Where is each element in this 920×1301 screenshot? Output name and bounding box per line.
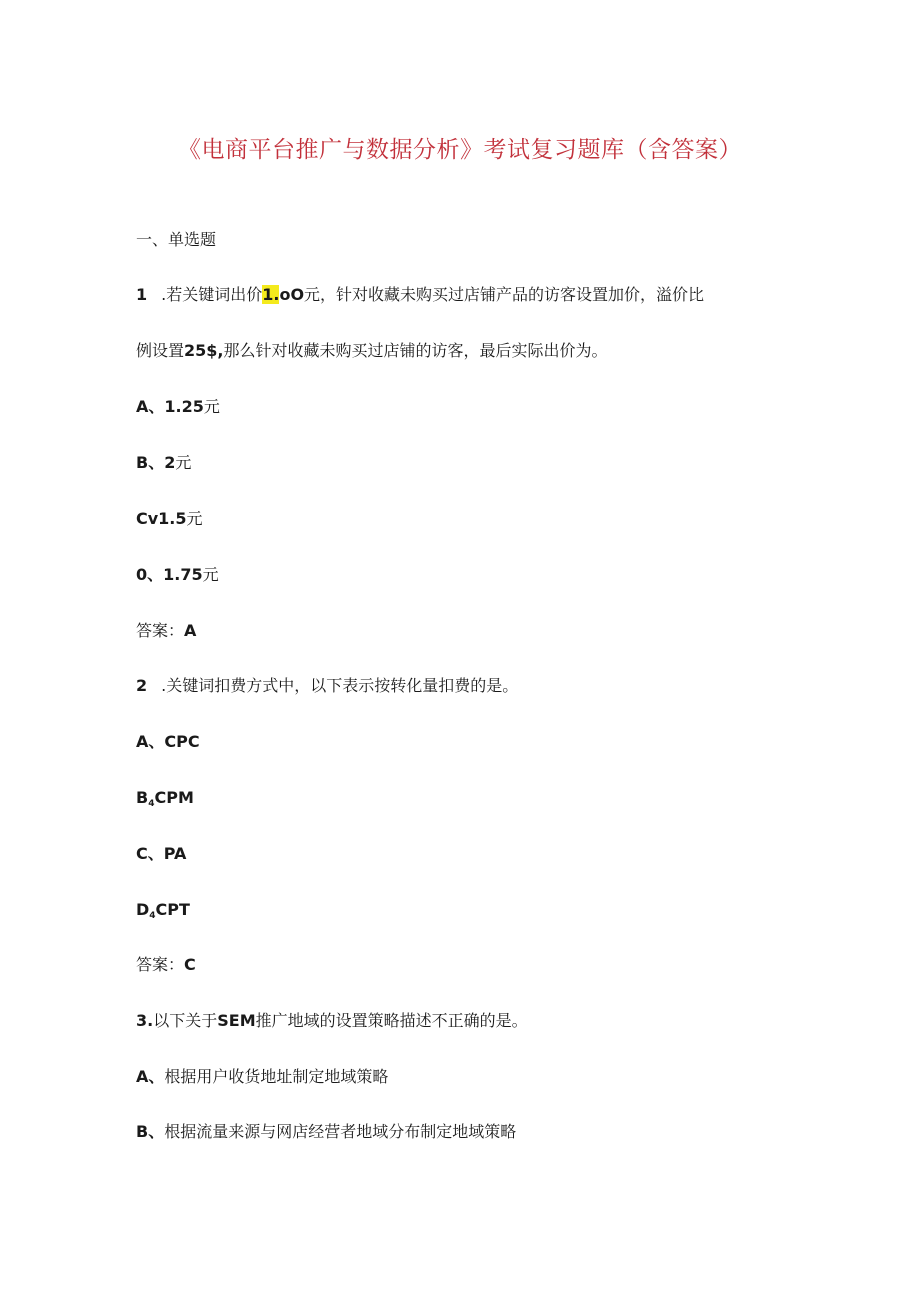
- option-label: C、: [136, 844, 164, 863]
- answer-value: C: [184, 955, 196, 974]
- option-value: 根据流量来源与网店经营者地域分布制定地域策略: [164, 1122, 517, 1141]
- option-label: A、: [136, 732, 165, 751]
- option-label: A、: [136, 1067, 165, 1086]
- question-1-answer: [136, 621, 196, 641]
- question-1-option-b: [136, 453, 191, 473]
- question-1-stem-part1: .若关键词出价: [161, 285, 263, 304]
- question-1-stem-part3: 元，针对收藏未购买过店铺产品的访客设置加价，溢价比: [304, 285, 705, 304]
- document-title: 《电商平台推广与数据分析》考试复习题库（含答案）: [178, 137, 742, 163]
- question-1-line2-bold: 25$,: [184, 341, 224, 360]
- question-1-stem-line-1: [136, 285, 704, 305]
- question-1-line2-part2: 那么针对收藏未购买过店铺的访客，最后实际出价为。: [223, 341, 608, 360]
- question-3-stem-bold: SEM: [217, 1011, 256, 1030]
- option-label: 0、: [136, 565, 164, 584]
- question-2-option-c: [136, 844, 186, 864]
- option-value: CPC: [164, 732, 200, 751]
- question-1-line2-part1: 例设置: [136, 341, 185, 360]
- question-3-number: 3.: [136, 1011, 154, 1030]
- question-1-option-d: [136, 565, 219, 585]
- option-value: 根据用户收货地址制定地域策略: [164, 1067, 389, 1086]
- option-value: 1.75: [163, 565, 203, 584]
- option-value: 2: [164, 453, 176, 472]
- question-1-option-c: [136, 509, 203, 529]
- option-label: D: [136, 900, 150, 919]
- section-heading: 一、单选题: [136, 230, 217, 249]
- question-1-number: 1: [136, 285, 148, 304]
- question-2-option-a: [136, 732, 200, 752]
- option-sub: 4: [148, 799, 155, 809]
- question-3-option-b: [136, 1122, 516, 1142]
- question-2-stem: [136, 676, 518, 696]
- option-label: B: [136, 788, 149, 807]
- option-value: CPM: [154, 788, 194, 807]
- option-value: 1.25: [164, 397, 204, 416]
- question-3-stem: [136, 1011, 528, 1031]
- answer-label: 答案：: [136, 955, 185, 974]
- question-1-stem-line-2: [136, 341, 608, 361]
- option-label: B、: [136, 453, 165, 472]
- question-2-number: 2: [136, 676, 148, 695]
- option-sub: 4: [149, 911, 156, 921]
- question-2-option-b: [136, 788, 194, 814]
- option-label: B、: [136, 1122, 165, 1141]
- question-2-stem-text: .关键词扣费方式中，以下表示按转化量扣费的是。: [161, 676, 519, 695]
- answer-value: A: [184, 621, 197, 640]
- question-3-stem-part1: 以下关于: [153, 1011, 218, 1030]
- option-unit: 元: [175, 453, 192, 472]
- question-2-option-d: [136, 900, 190, 926]
- answer-label: 答案：: [136, 621, 185, 640]
- option-value: PA: [163, 844, 187, 863]
- question-3-option-a: [136, 1067, 388, 1087]
- question-3-stem-part2: 推广地域的设置策略描述不正确的是。: [255, 1011, 528, 1030]
- option-label: A、: [136, 397, 165, 416]
- option-label: Cv: [136, 509, 159, 528]
- option-value: 1.5: [158, 509, 187, 528]
- option-value: CPT: [155, 900, 190, 919]
- option-unit: 元: [186, 509, 203, 528]
- option-unit: 元: [202, 565, 219, 584]
- question-2-answer: [136, 955, 196, 975]
- question-1-option-a: [136, 397, 220, 417]
- question-1-stem-part2: oO: [279, 285, 305, 304]
- question-1-highlight: 1.: [262, 285, 280, 304]
- option-unit: 元: [203, 397, 220, 416]
